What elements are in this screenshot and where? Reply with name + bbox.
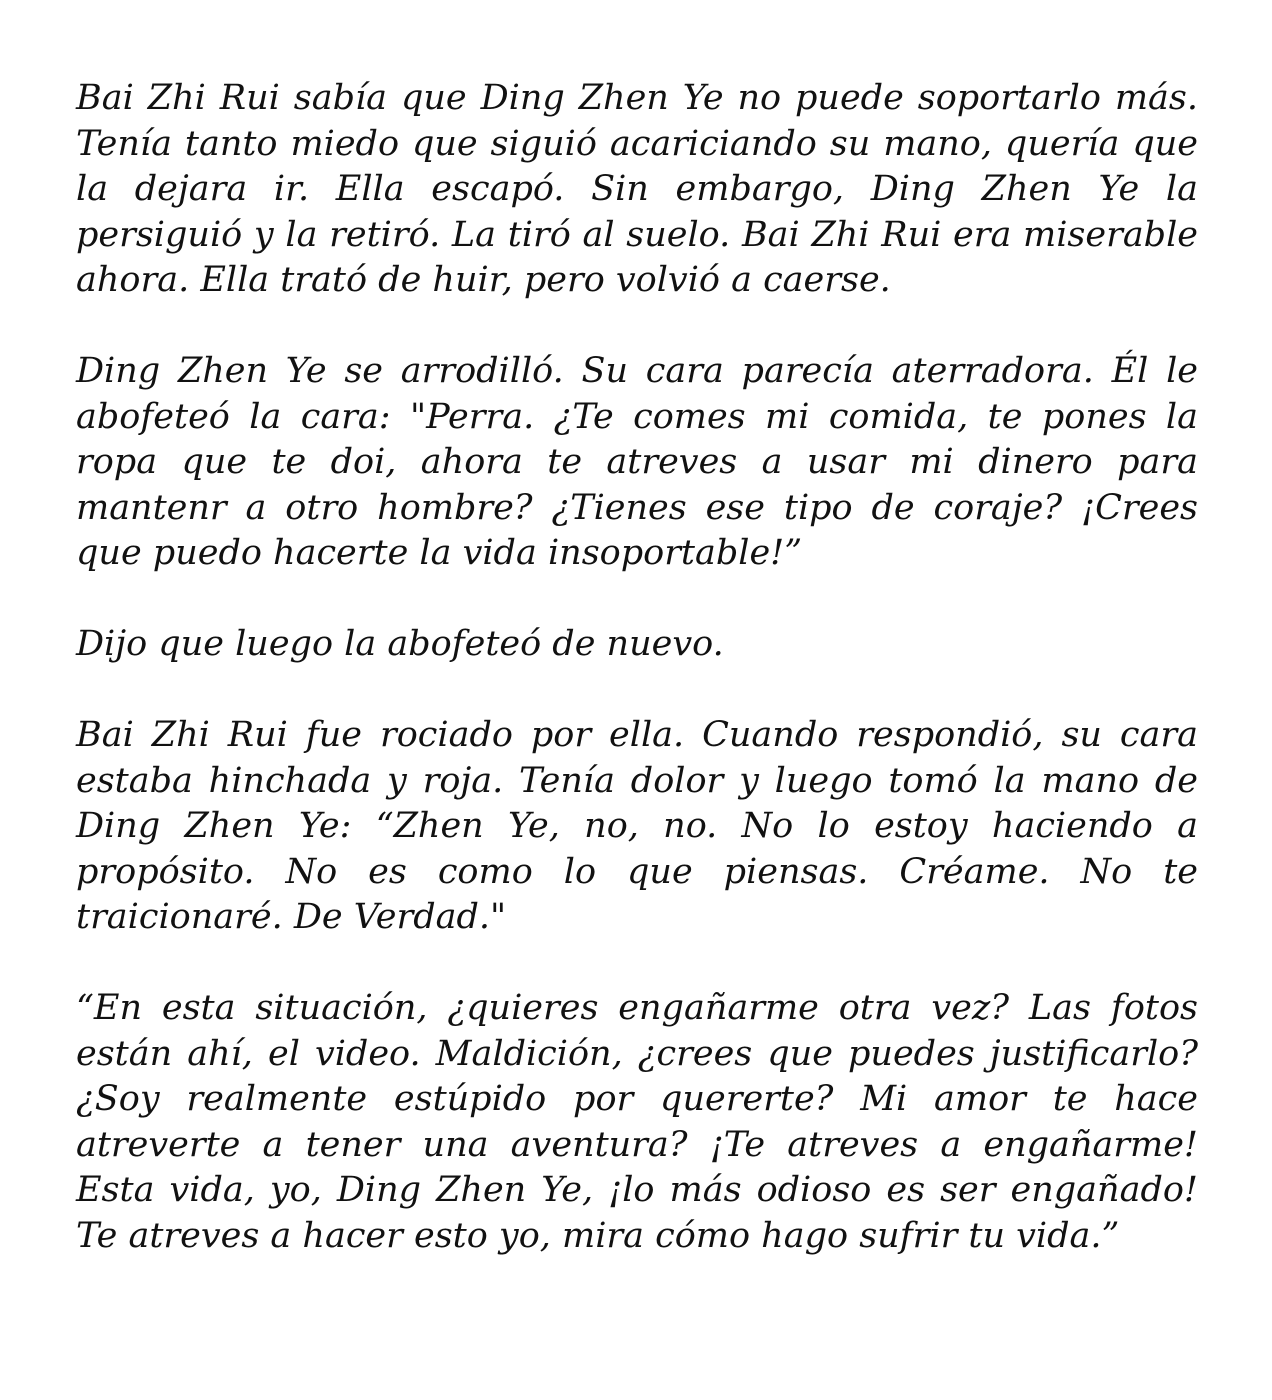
paragraph-2: Ding Zhen Ye se arrodilló. Su cara parecía aterradora. Él le abofeteó la cara: "Perra. ¿Te comes mi comida, te pones la ropa que te doi, ahora te atreves a usar mi dinero para mantenr a otro hombre? ¿Tienes ese tipo de coraje? ¡Crees que puedo hacerte la vida insoportable!” (76, 351, 1198, 573)
paragraph-5: “En esta situación, ¿quieres engañarme otra vez? Las fotos están ahí, el video. Maldición, ¿crees que puedes justificarlo? ¿Soy realmente estúpido por quererte? Mi amor te hace atreverte a tener una aventura? ¡Te atreves a engañarme! Esta vida, yo, Ding Zhen Ye, ¡lo más odioso es ser engañado! Te atreves a hacer esto yo, mira cómo hago sufrir tu vida.” (76, 988, 1198, 1256)
paragraph-1: Bai Zhi Rui sabía que Ding Zhen Ye no puede soportarlo más. Tenía tanto miedo que siguió acariciando su mano, quería que la dejara ir. Ella escapó. Sin embargo, Ding Zhen Ye la persiguió y la retiró. La tiró al suelo. Bai Zhi Rui era miserable ahora. Ella trató de huir, pero volvió a caerse. (76, 78, 1198, 300)
paragraph-3: Dijo que luego la abofeteó de nuevo. (76, 624, 724, 664)
document-page (76, 76, 1198, 1259)
paragraph-4: Bai Zhi Rui fue rociado por ella. Cuando respondió, su cara estaba hinchada y roja. Tenía dolor y luego tomó la mano de Ding Zhen Ye: “Zhen Ye, no, no. No lo estoy haciendo a propósito. No es como lo que piensas. Créame. No te traicionaré. De Verdad." (76, 715, 1198, 937)
